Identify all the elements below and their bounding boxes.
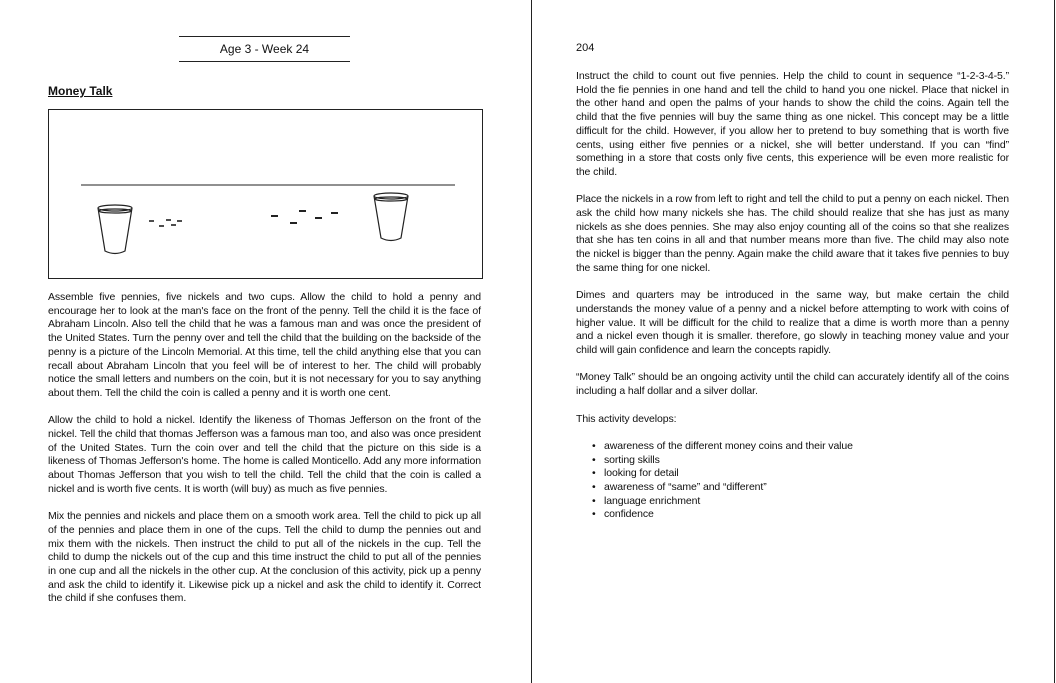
- pennies-coins: [149, 220, 182, 226]
- paragraph: Instruct the child to count out five pennies. Help the child to count in sequence “1-2-3-4-5.” Hold the fie pennies in one hand and tell the child to hand you one nickel. Place that nickel in the other hand and open the palms of your hands to show the child the coins. Again tell the child that the five pennies will buy the same thing as one nickel. This concept may be a little difficult for the child. However, if you allow her to pretend to buy something that is worth five cents, using either five pennies or a nickel, she will better understand. If you can “find” something in a store that costs only five cents, this experience will be even more realistic for the child.: [576, 70, 1009, 178]
- paragraph: This activity develops:: [576, 412, 677, 425]
- paragraph: “Money Talk” should be an ongoing activity until the child can accurately identify all of the coins including a half dollar and a silver dollar.: [576, 371, 1009, 398]
- illustration-cups-and-coins: [48, 109, 483, 279]
- page-header: Age 3 - Week 24: [179, 36, 350, 62]
- nickels-coins: [271, 211, 338, 223]
- skills-list: [576, 440, 1009, 522]
- list-item: • awareness of the different money coins and their value: [592, 440, 1009, 454]
- list-item: • awareness of “same” and “different”: [592, 481, 1009, 495]
- cup-left-icon: [98, 205, 132, 254]
- left-body-text: [48, 291, 481, 620]
- right-body-text: [576, 70, 1009, 522]
- list-item: • looking for detail: [592, 467, 1009, 481]
- paragraph: Place the nickels in a row from left to right and tell the child to put a penny on each nickel. Then ask the child how many nickels she has. The child should realize that she has just as many nickels as she does pennies. She may also enjoy counting all of the coins so that she realizes that she has ten coins in all and that number means more than five. The child may also note the nickel is bigger than the penny. Again make the child aware that it takes five pennies to buy the same thing for one nickel.: [576, 193, 1009, 274]
- cup-right-icon: [374, 193, 408, 241]
- list-item: • language enrichment: [592, 495, 1009, 509]
- paragraph: Allow the child to hold a nickel. Identify the likeness of Thomas Jefferson on the front of the nickel. Tell the child that thomas Jefferson was a famous man too, and also was once president of the United States. Turn the coin over and tell the child that the picture on this side is a likeness of Thomas Jefferson's home. The home is called Monticello. Add any more information about Thomas Jefferson that you wish to tell the child. Tell the child that the coin is called a nickel and is worth five cents. It is worth (will buy) as much as five pennies.: [48, 414, 481, 495]
- section-title: Money Talk: [48, 84, 113, 98]
- paragraph: Assemble five pennies, five nickels and two cups. Allow the child to hold a penny and encourage her to look at the man's face on the front of the penny. Tell the child it is the face of Abraham Lincoln. Also tell the child that he was a famous man and was once the president of the United States. Turn the penny over and tell the child that the building on the backside of the penny is a picture of the Lincoln Memorial. At this time, tell the child anything else that you can recall about Abraham Lincoln that you feel will be of interest to her. The child will probably notice the small letters and numbers on the coin, but it is not necessary for you to say anything about them. Tell the child the coin is called a penny and it is worth one cent.: [48, 291, 481, 399]
- page-number: 204: [576, 42, 595, 54]
- list-item: • sorting skills: [592, 454, 1009, 468]
- list-item: • confidence: [592, 508, 1009, 522]
- paragraph: Dimes and quarters may be introduced in the same way, but make certain the child understands the money value of a penny and a nickel before attempting to work with coins of higher value. It will be difficult for the child to realize that a dime is worth more than a penny and a nickel even though it is smaller. therefore, go slowly in teaching money value and your child will gain confidence and learn the concepts rapidly.: [576, 289, 1009, 357]
- paragraph: Mix the pennies and nickels and place them on a smooth work area. Tell the child to pick up all of the pennies and place them in one of the cups. Tell the child to dump the pennies out and mix them with the nickels. Then instruct the child to put all of the nickels in the cup. Tell the child to dump the nickels out of the cup and this time instruct the child to put all of the pennies in one cup and all the nickels in the other cup. At the conclusion of this activity, pick up a penny and ask the child to identify it. Likewise pick up a nickel and ask the child to identify it. Correct the child if she confuses them.: [48, 510, 481, 605]
